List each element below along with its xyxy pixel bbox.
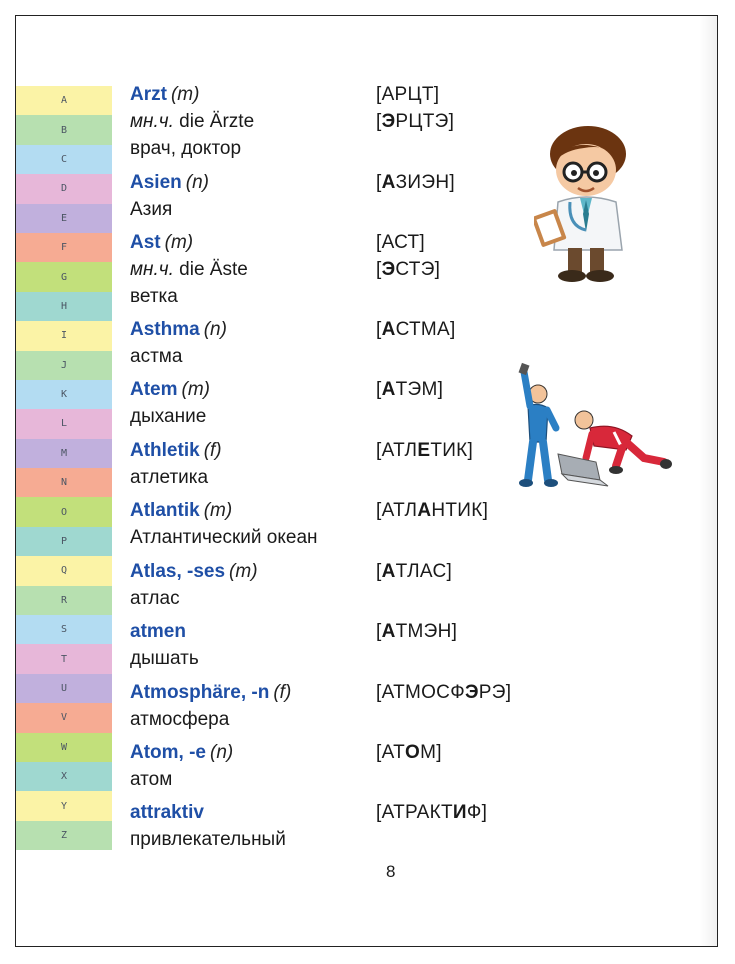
alphabet-letter-t[interactable]: T bbox=[16, 644, 112, 673]
translation: ветка bbox=[130, 286, 178, 307]
alphabet-letter-u[interactable]: U bbox=[16, 674, 112, 703]
plural-form: die Äste bbox=[173, 259, 248, 280]
alphabet-letter-y[interactable]: Y bbox=[16, 791, 112, 820]
plural-form: die Ärzte bbox=[173, 111, 255, 132]
gender: (n) bbox=[185, 172, 209, 193]
transcription: [АТМЭН] bbox=[376, 621, 458, 642]
transcription: [АТЛЕТИК] bbox=[376, 440, 474, 461]
transcription: [АТЛАНТИК] bbox=[376, 500, 489, 521]
transcription: [АТЭМ] bbox=[376, 379, 444, 400]
headword: Asthma bbox=[130, 319, 200, 340]
translation: Атлантический океан bbox=[130, 527, 318, 548]
headword: Atmosphäre, -n bbox=[130, 682, 270, 703]
gender: (m) bbox=[170, 84, 200, 105]
alphabet-letter-p[interactable]: P bbox=[16, 527, 112, 556]
page-number: 8 bbox=[386, 862, 396, 881]
headword: Arzt bbox=[130, 84, 167, 105]
alphabet-letter-e[interactable]: E bbox=[16, 204, 112, 233]
headword: Atem bbox=[130, 379, 178, 400]
headword: Athletik bbox=[130, 440, 200, 461]
headword: atmen bbox=[130, 621, 186, 642]
headword: Atlantik bbox=[130, 500, 200, 521]
alphabet-letter-q[interactable]: Q bbox=[16, 556, 112, 585]
gender: (m) bbox=[203, 500, 233, 521]
translation: атом bbox=[130, 769, 173, 790]
plural-prefix: мн.ч. bbox=[130, 259, 174, 280]
transcription: [АРЦТ] bbox=[376, 84, 440, 105]
alphabet-letter-z[interactable]: Z bbox=[16, 821, 112, 850]
dictionary-entry bbox=[130, 799, 720, 853]
transcription: [АСТ] bbox=[376, 232, 426, 253]
alphabet-letter-j[interactable]: J bbox=[16, 351, 112, 380]
gender: (f) bbox=[273, 682, 292, 703]
dictionary-entry bbox=[130, 497, 720, 551]
translation: атлас bbox=[130, 588, 180, 609]
gender: (m) bbox=[229, 561, 258, 582]
headword: Asien bbox=[130, 172, 182, 193]
alphabet-index bbox=[16, 86, 112, 850]
alphabet-letter-s[interactable]: S bbox=[16, 615, 112, 644]
translation: Азия bbox=[130, 199, 173, 220]
transcription: [АТЛАС] bbox=[376, 561, 453, 582]
alphabet-letter-o[interactable]: O bbox=[16, 497, 112, 526]
headword: attraktiv bbox=[130, 802, 204, 823]
plural-transcription: [ЭРЦТЭ] bbox=[376, 111, 455, 132]
dictionary-entry bbox=[130, 618, 720, 672]
alphabet-letter-i[interactable]: I bbox=[16, 321, 112, 350]
translation: атмосфера bbox=[130, 709, 230, 730]
gender: (f) bbox=[203, 440, 222, 461]
dictionary-entry bbox=[130, 679, 720, 733]
dictionary-entry bbox=[130, 739, 720, 793]
alphabet-letter-d[interactable]: D bbox=[16, 174, 112, 203]
headword: Atlas, -ses bbox=[130, 561, 226, 582]
alphabet-letter-a[interactable]: A bbox=[16, 86, 112, 115]
translation: дыхание bbox=[130, 406, 207, 427]
alphabet-letter-m[interactable]: M bbox=[16, 439, 112, 468]
alphabet-letter-k[interactable]: K bbox=[16, 380, 112, 409]
alphabet-letter-g[interactable]: G bbox=[16, 262, 112, 291]
translation: врач, доктор bbox=[130, 138, 242, 159]
transcription: [АЗИЭН] bbox=[376, 172, 455, 193]
plural-transcription: [ЭСТЭ] bbox=[376, 259, 441, 280]
transcription: [АТМОСФЭРЭ] bbox=[376, 682, 512, 703]
translation: привлекательный bbox=[130, 829, 286, 850]
gender: (n) bbox=[210, 742, 234, 763]
alphabet-letter-x[interactable]: X bbox=[16, 762, 112, 791]
headword: Ast bbox=[130, 232, 161, 253]
transcription: [АСТМА] bbox=[376, 319, 456, 340]
plural-prefix: мн.ч. bbox=[130, 111, 174, 132]
alphabet-letter-h[interactable]: H bbox=[16, 292, 112, 321]
transcription: [АТРАКТИФ] bbox=[376, 802, 488, 823]
dictionary-entry bbox=[130, 558, 720, 612]
alphabet-letter-f[interactable]: F bbox=[16, 233, 112, 262]
translation: астма bbox=[130, 346, 183, 367]
alphabet-letter-c[interactable]: C bbox=[16, 145, 112, 174]
athletes-illustration bbox=[504, 362, 672, 490]
transcription: [АТОМ] bbox=[376, 742, 442, 763]
alphabet-letter-l[interactable]: L bbox=[16, 409, 112, 438]
gender: (m) bbox=[164, 232, 194, 253]
alphabet-letter-v[interactable]: V bbox=[16, 703, 112, 732]
translation: дышать bbox=[130, 648, 199, 669]
doctor-illustration bbox=[534, 122, 638, 284]
alphabet-letter-w[interactable]: W bbox=[16, 733, 112, 762]
headword: Atom, -e bbox=[130, 742, 206, 763]
alphabet-letter-r[interactable]: R bbox=[16, 586, 112, 615]
alphabet-letter-b[interactable]: B bbox=[16, 115, 112, 144]
alphabet-letter-n[interactable]: N bbox=[16, 468, 112, 497]
gender: (n) bbox=[203, 319, 227, 340]
gender: (m) bbox=[181, 379, 210, 400]
translation: атлетика bbox=[130, 467, 209, 488]
